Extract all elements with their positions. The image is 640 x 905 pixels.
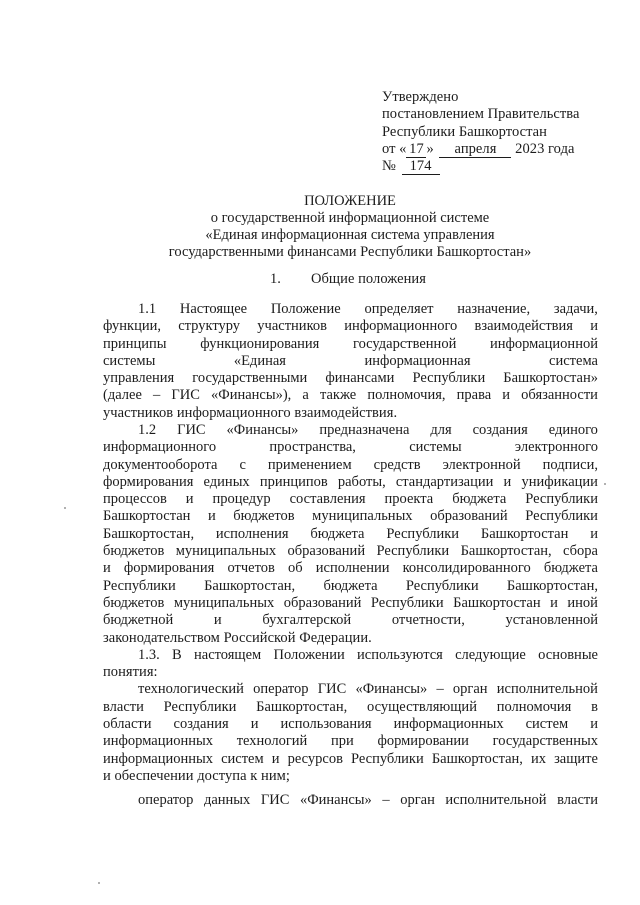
- word: Положение: [270, 301, 341, 317]
- word: Республики: [370, 595, 444, 611]
- approval-date-prefix: от «: [382, 141, 407, 157]
- word: образований: [430, 508, 508, 524]
- scan-speck: [604, 483, 606, 485]
- document-subtitle-2: «Единая информационная система управления: [205, 227, 495, 243]
- p12-line-4: [103, 474, 598, 491]
- word: В: [172, 647, 182, 663]
- word: и: [503, 474, 512, 490]
- word: и: [103, 560, 111, 576]
- word: единого: [548, 422, 598, 438]
- word: составления: [289, 491, 366, 507]
- def1-line-4: [103, 733, 598, 750]
- approval-number-sign: №: [382, 158, 396, 174]
- document-subtitle-1: о государственной информационной системе: [210, 210, 490, 226]
- word: электронной: [442, 457, 521, 473]
- word: их: [530, 751, 546, 767]
- word: настоящем: [194, 647, 262, 663]
- word: защите: [554, 751, 598, 767]
- word: установленной: [505, 612, 598, 628]
- word: информационных: [393, 716, 504, 732]
- word: также: [319, 387, 357, 403]
- approval-line-republic: Республики Башкортостан: [382, 124, 547, 140]
- word: и: [271, 751, 280, 767]
- word: бюджетов: [233, 508, 295, 524]
- word: предназначена: [319, 422, 410, 438]
- word: информационная: [364, 353, 471, 369]
- p12-line-9: [103, 560, 598, 577]
- word: и: [550, 595, 558, 611]
- p12-line-1: [138, 422, 598, 439]
- word: система: [549, 353, 598, 369]
- word: права: [456, 387, 492, 403]
- word: бюджетной: [103, 612, 174, 628]
- p11-line-3: [103, 336, 598, 353]
- word: Республики: [525, 491, 598, 507]
- word: бюджета: [452, 491, 507, 507]
- word: Республики: [351, 751, 424, 767]
- word: средств: [373, 457, 421, 473]
- word: Настоящее: [179, 301, 248, 317]
- word: работы,: [337, 474, 386, 490]
- p12-line-11: [103, 595, 598, 612]
- word: а: [302, 387, 309, 403]
- word: «Финансы»: [355, 681, 428, 697]
- word: применением: [267, 457, 352, 473]
- word: системы: [409, 439, 462, 455]
- approval-date-line: [382, 141, 574, 158]
- word: формировании: [377, 733, 469, 749]
- word: бюджета: [310, 526, 365, 542]
- word: 1.2: [138, 422, 157, 438]
- word: муниципальных: [173, 595, 275, 611]
- word: систем: [221, 751, 264, 767]
- word: данных: [203, 792, 251, 808]
- document-subtitle-3: государственными финансами Республики Башкортостан»: [168, 244, 532, 260]
- word: финансами: [325, 370, 395, 386]
- p11-line-7: участников информационного взаимодействия.: [103, 405, 398, 421]
- word: пространства,: [269, 439, 356, 455]
- word: информационной: [489, 336, 598, 352]
- approval-date-day: 17: [406, 142, 426, 158]
- word: документооборота: [103, 457, 218, 473]
- word: Республики: [412, 370, 486, 386]
- p11-line-2: [103, 318, 598, 335]
- word: «Финансы»: [299, 792, 372, 808]
- word: следующие: [455, 647, 526, 663]
- word: отчетов: [227, 560, 275, 576]
- p13-line-1: [138, 647, 598, 664]
- word: государственной: [352, 336, 457, 352]
- approval-line-approved: Утверждено: [382, 89, 459, 105]
- word: ГИС: [317, 681, 347, 697]
- word: Башкортостан,: [460, 543, 552, 559]
- def1-line-5: [103, 751, 598, 768]
- word: и: [185, 491, 194, 507]
- approval-line-decree: постановлением Правительства: [382, 106, 580, 122]
- word: Республики: [405, 578, 479, 594]
- p11-line-4: [103, 353, 598, 370]
- word: процедур: [212, 491, 271, 507]
- word: –: [382, 792, 390, 808]
- p12-line-8: [103, 543, 598, 560]
- word: в: [591, 699, 598, 715]
- word: при: [330, 733, 354, 749]
- word: 1.3.: [138, 647, 160, 663]
- word: консолидированного: [402, 560, 531, 576]
- p12-line-2: [103, 439, 598, 456]
- word: и: [590, 526, 598, 542]
- word: орган: [452, 681, 488, 697]
- word: оператор: [253, 681, 309, 697]
- word: и: [502, 387, 511, 403]
- word: систем: [525, 716, 569, 732]
- word: государственных: [492, 733, 598, 749]
- word: области: [103, 716, 152, 732]
- word: муниципальных: [175, 543, 277, 559]
- word: Башкортостан: [103, 508, 191, 524]
- word: муниципальных: [312, 508, 413, 524]
- section-heading: [270, 271, 426, 288]
- def1-line-6: и обеспечении доступа к ним;: [103, 768, 290, 784]
- word: орган: [400, 792, 435, 808]
- word: информационных: [103, 733, 213, 749]
- word: создания: [173, 716, 229, 732]
- word: оператор: [138, 792, 194, 808]
- word: формирования: [123, 560, 215, 576]
- word: Башкортостан,: [103, 526, 195, 542]
- p13-line-2: понятия:: [103, 664, 158, 680]
- word: электронного: [514, 439, 598, 455]
- word: участников: [257, 318, 327, 334]
- word: Башкортостан,: [256, 699, 348, 715]
- approval-number-value: 174: [402, 159, 440, 175]
- word: и: [207, 508, 216, 524]
- word: Башкортостан,: [431, 751, 523, 767]
- word: ГИС: [171, 387, 200, 403]
- approval-date-quote: »: [426, 141, 434, 157]
- word: бюджетов: [103, 543, 165, 559]
- word: функции,: [103, 318, 161, 334]
- p12-line-3: [103, 457, 598, 474]
- word: исполнения: [215, 526, 289, 542]
- word: Республики: [163, 699, 237, 715]
- word: полномочия,: [367, 387, 446, 403]
- p12-line-12: [103, 612, 598, 629]
- word: системы: [103, 353, 156, 369]
- document-title: ПОЛОЖЕНИЕ: [304, 193, 396, 209]
- word: Башкортостан: [480, 526, 569, 542]
- approval-date-month: апреля: [439, 142, 511, 158]
- word: Башкортостан»: [503, 370, 598, 386]
- word: с: [239, 457, 246, 473]
- word: ГИС: [260, 792, 290, 808]
- word: технологический: [138, 681, 244, 697]
- word: ресурсов: [287, 751, 343, 767]
- word: и: [213, 612, 222, 628]
- word: бюджета: [323, 578, 378, 594]
- p12-line-5: [103, 491, 598, 508]
- section-number: 1.: [270, 271, 281, 287]
- word: полномочия: [496, 699, 572, 715]
- scan-speck: [98, 882, 100, 884]
- approval-number-line: [382, 158, 440, 175]
- word: взаимодействия: [474, 318, 573, 334]
- word: власти: [103, 699, 144, 715]
- word: принципов: [259, 474, 328, 490]
- word: бухгалтерской: [262, 612, 352, 628]
- word: Республики: [525, 508, 598, 524]
- word: исполнении: [315, 560, 390, 576]
- word: Башкортостан,: [506, 578, 598, 594]
- word: «Финансы»: [226, 422, 299, 438]
- word: отчетности,: [391, 612, 465, 628]
- word: (далее: [103, 387, 142, 403]
- word: единых: [203, 474, 250, 490]
- p11-line-1: [138, 301, 598, 318]
- p12-line-7: [103, 526, 598, 543]
- word: образований: [287, 543, 366, 559]
- word: Башкортостан,: [204, 578, 296, 594]
- p12-line-13: законодательством Российской Федерации.: [103, 630, 372, 646]
- def2-line-1: [138, 792, 598, 809]
- word: стандартизации: [395, 474, 494, 490]
- word: информационных: [103, 751, 213, 767]
- word: иной: [567, 595, 598, 611]
- word: государственными: [192, 370, 308, 386]
- def1-line-2: [103, 699, 598, 716]
- word: об: [287, 560, 303, 576]
- word: структуру: [178, 318, 241, 334]
- word: исполнительной: [496, 681, 598, 697]
- p12-line-6: [103, 508, 598, 525]
- word: осуществляющий: [367, 699, 477, 715]
- word: подписи,: [542, 457, 598, 473]
- word: бюджетов: [103, 595, 165, 611]
- word: Республики: [386, 526, 460, 542]
- word: обязанности: [521, 387, 598, 403]
- word: «Единая: [233, 353, 286, 369]
- word: «Финансы»),: [211, 387, 292, 403]
- word: Республики: [376, 543, 450, 559]
- p11-line-6: [103, 387, 598, 404]
- def1-line-3: [103, 716, 598, 733]
- word: процессов: [103, 491, 167, 507]
- word: задачи,: [553, 301, 598, 317]
- word: проекта: [384, 491, 434, 507]
- word: Башкортостан: [453, 595, 541, 611]
- word: для: [430, 422, 452, 438]
- word: Положении: [273, 647, 345, 663]
- def1-line-1: [138, 681, 598, 698]
- word: назначение,: [457, 301, 531, 317]
- word: ГИС: [177, 422, 206, 438]
- word: унификации: [521, 474, 598, 490]
- word: принципы: [103, 336, 167, 352]
- word: функционирования: [200, 336, 320, 352]
- word: власти: [557, 792, 598, 808]
- word: формирования: [103, 474, 194, 490]
- word: 1.1: [138, 301, 157, 317]
- word: –: [436, 681, 444, 697]
- scan-speck: [64, 507, 66, 509]
- word: бюджета: [543, 560, 598, 576]
- word: создания: [472, 422, 528, 438]
- word: основные: [538, 647, 598, 663]
- section-title: Общие положения: [310, 271, 426, 287]
- word: и: [590, 318, 598, 334]
- word: –: [153, 387, 161, 403]
- word: и: [590, 716, 598, 732]
- approval-date-year: 2023 года: [515, 141, 575, 157]
- word: сбора: [563, 543, 598, 559]
- word: и: [250, 716, 259, 732]
- word: технологий: [236, 733, 308, 749]
- word: использования: [280, 716, 372, 732]
- word: Республики: [103, 578, 176, 594]
- word: исполнительной: [445, 792, 547, 808]
- word: определяет: [364, 301, 434, 317]
- word: информационного: [344, 318, 458, 334]
- word: образований: [283, 595, 362, 611]
- word: управления: [103, 370, 175, 386]
- p12-line-10: [103, 578, 598, 595]
- p11-line-5: [103, 370, 598, 387]
- word: информационного: [103, 439, 217, 455]
- word: используются: [357, 647, 443, 663]
